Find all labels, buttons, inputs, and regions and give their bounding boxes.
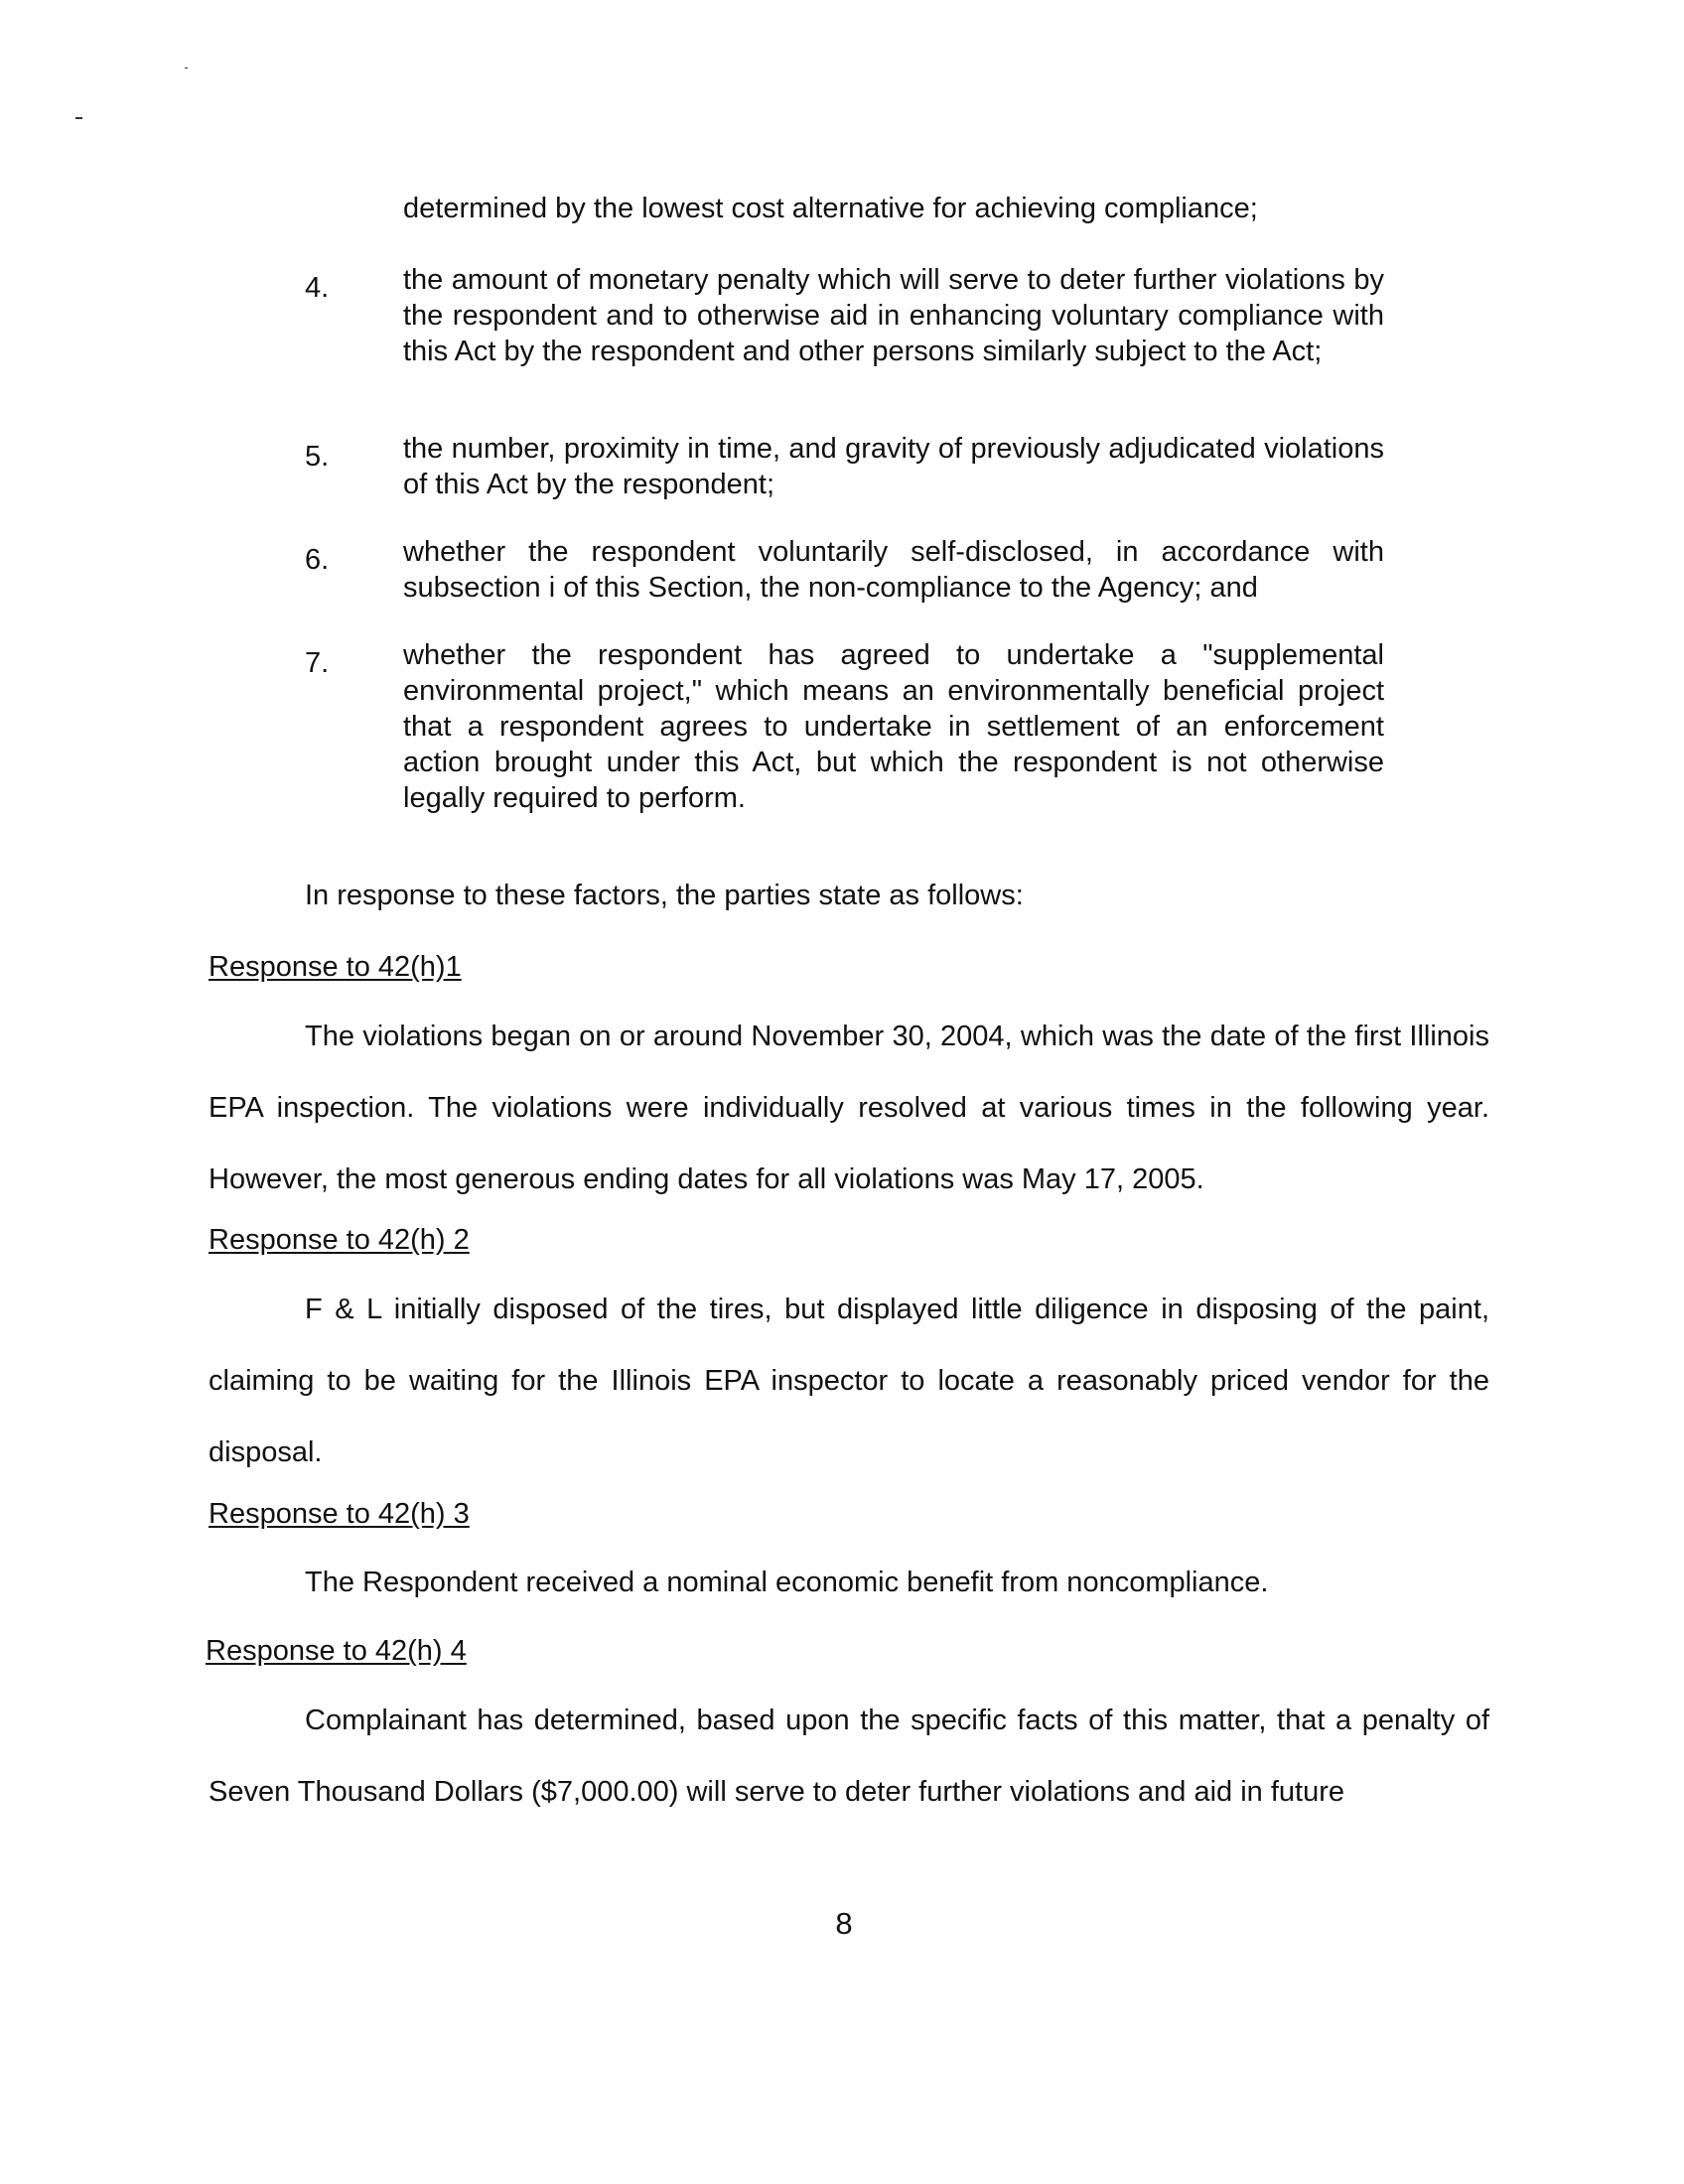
factor-text: whether the respondent has agreed to undertake a "supplemental environmental project," which means an environmentally beneficial project that a respondent agrees to undertake in settlement of an enforcement action brought under this Act, but which the respondent is not otherwise legally required to perform. (403, 639, 1384, 814)
factor-item (305, 534, 1387, 614)
response-heading: Response to 42(h)1 (209, 951, 462, 983)
response-heading: Response to 42(h) 2 (209, 1224, 470, 1256)
intro-text: In response to these factors, the parties state as follows: (305, 880, 1024, 911)
continuation-line: determined by the lowest cost alternative for achieving compliance; (403, 193, 1258, 224)
factor-item (305, 431, 1387, 510)
factor-text: whether the respondent voluntarily self-disclosed, in accordance with subsection i of this Section, the non-compliance to the Agency; and (403, 536, 1384, 604)
factor-text: the number, proximity in time, and gravity of previously adjudicated violations of this Act by the respondent; (403, 433, 1384, 500)
factor-number: 5. (305, 441, 330, 473)
factor-number: 6. (305, 544, 330, 576)
response-body: F & L initially disposed of the tires, but displayed little diligence in disposing of the paint, claiming to be waiting for the Illinois EPA inspector to locate a reasonably priced vendor for the disposal. (209, 1294, 1489, 1468)
factor-number: 7. (305, 647, 330, 679)
response-body: Complainant has determined, based upon the specific facts of this matter, that a penalty of Seven Thousand Dollars ($7,000.00) will serve to deter further violations and aid in future (209, 1705, 1489, 1808)
scan-speck (75, 117, 82, 119)
response-body: The Respondent received a nominal economic benefit from noncompliance. (305, 1567, 1269, 1598)
factor-item (305, 637, 1387, 816)
factor-number: 4. (305, 272, 330, 304)
response-body: The violations began on or around November 30, 2004, which was the date of the first Illinois EPA inspection. The violations were individually resolved at various times in the following year. However, the most generous ending dates for all violations was May 17, 2005. (209, 1021, 1489, 1195)
factor-text: the amount of monetary penalty which will serve to deter further violations by the respondent and to otherwise aid in enhancing voluntary compliance with this Act by the respondent and other persons similarly subject to the Act; (403, 264, 1384, 367)
response-heading: Response to 42(h) 4 (206, 1635, 467, 1667)
page-number: 8 (835, 1906, 853, 1941)
factor-item (305, 262, 1387, 411)
response-heading: Response to 42(h) 3 (209, 1498, 470, 1530)
